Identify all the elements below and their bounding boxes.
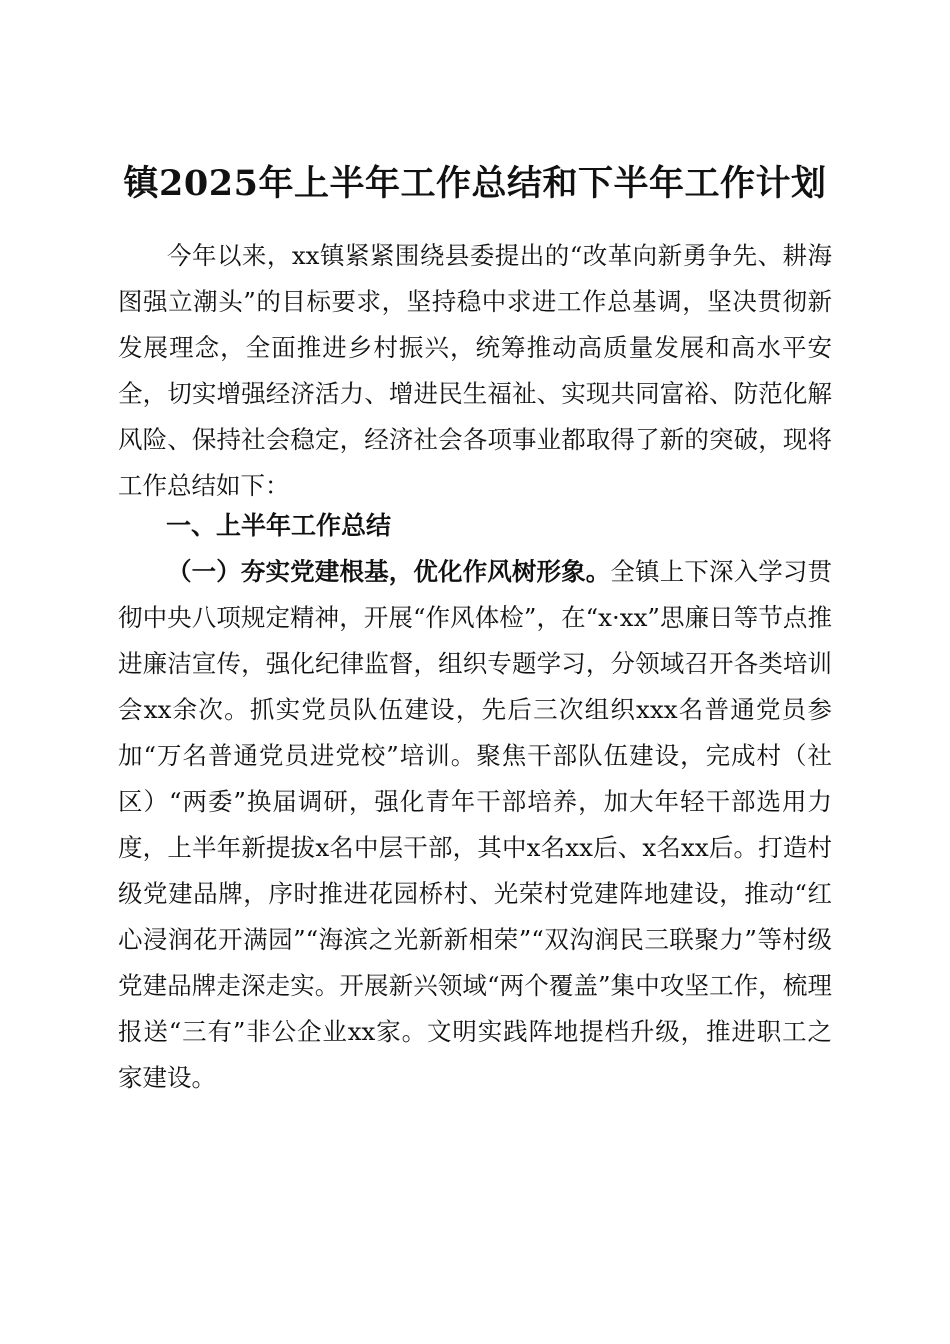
intro-paragraph: 今年以来，xx镇紧紧围绕县委提出的“改革向新勇争先、耕海图强立潮头”的目标要求，坚持稳中求进工作总基调，坚决贯彻新发展理念，全面推进乡村振兴，统筹推动高质量发展和高水平安全，切实增强经济活力、增进民生福祉、实现共同富裕、防范化解风险、保持社会稳定，经济社会各项事业都取得了新的突破，现将工作总结如下： bbox=[118, 241, 832, 500]
section-heading: 一、上半年工作总结 bbox=[166, 511, 392, 540]
subsection-paragraph bbox=[118, 549, 832, 1101]
subsection-heading: （一）夯实党建根基，优化作风树形象。 bbox=[167, 557, 611, 586]
subsection-body: 全镇上下深入学习贯彻中央八项规定精神，开展“作风体检”，在“x·xx”思廉日等节点推进廉洁宣传，强化纪律监督，组织专题学习，分领域召开各类培训会xx余次。抓实党员队伍建设，先后三次组织xxx名普通党员参加“万名普通党员进党校”培训。聚焦干部队伍建设，完成村（社区）“两委”换届调研，强化青年干部培养，加大年轻干部选用力度，上半年新提拔x名中层干部，其中x名xx后、x名xx后。打造村级党建品牌，序时推进花园桥村、光荣村党建阵地建设，推动“红心浸润花开满园”“海滨之光新新相荣”“双沟润民三联聚力”等村级党建品牌走深走实。开展新兴领域“两个覆盖”集中攻坚工作，梳理报送“三有”非公企业xx家。文明实践阵地提档升级，推进职工之家建设。 bbox=[118, 557, 832, 1092]
document-title: 镇2025年上半年工作总结和下半年工作计划 bbox=[123, 163, 827, 205]
